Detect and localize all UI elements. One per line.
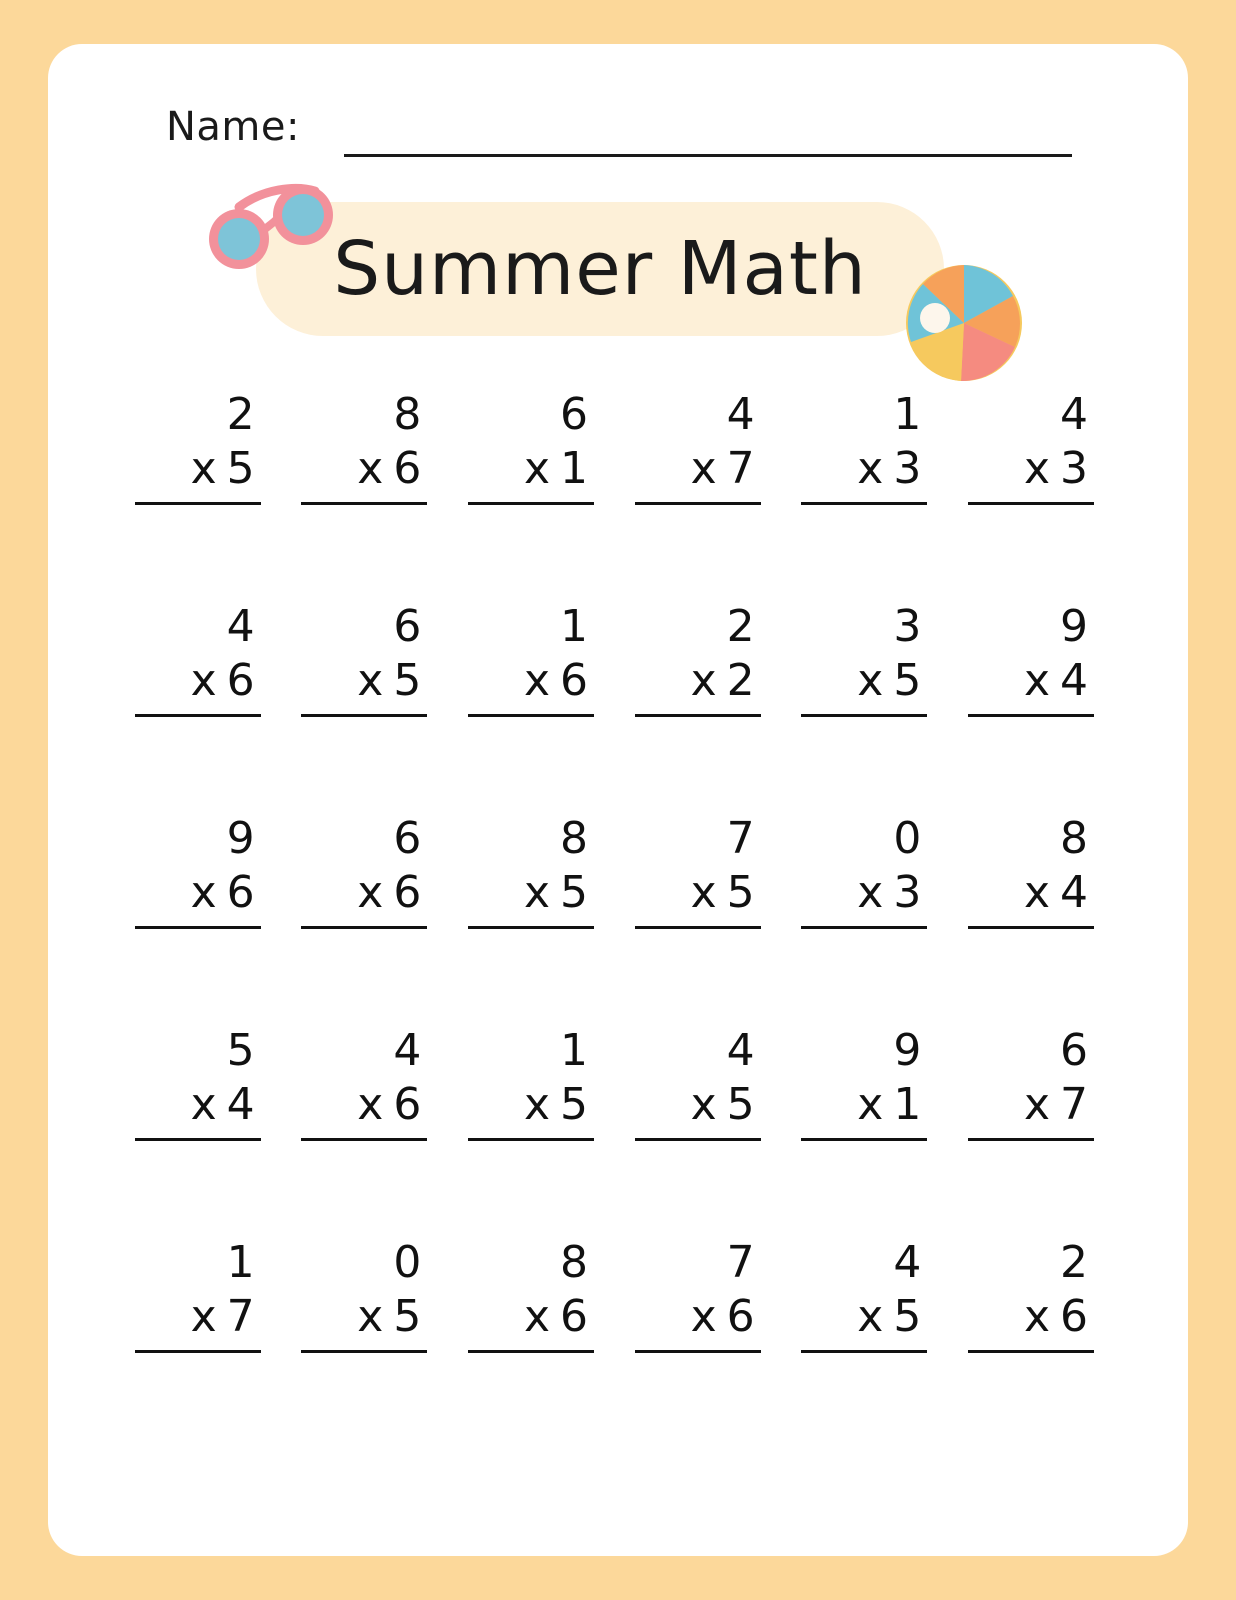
problem-operator: x bbox=[190, 655, 217, 706]
problem-bottom-number: 6 bbox=[226, 655, 255, 706]
problem-top-number: 1 bbox=[893, 389, 922, 440]
problem-cell bbox=[787, 1222, 954, 1434]
problem-top-number: 8 bbox=[393, 389, 422, 440]
problem-bottom-number: 4 bbox=[1060, 655, 1088, 706]
answer-rule bbox=[135, 1138, 261, 1141]
problem-cell bbox=[287, 798, 454, 1010]
problem-operator: x bbox=[690, 443, 717, 494]
problem-bottom-number: 2 bbox=[726, 655, 755, 706]
answer-rule bbox=[801, 502, 927, 505]
worksheet-sheet bbox=[48, 44, 1188, 1556]
problem-operator: x bbox=[523, 867, 550, 918]
problem-top-number: 6 bbox=[1060, 1025, 1088, 1076]
problem-top-number: 0 bbox=[393, 1237, 422, 1288]
problem-top-number: 8 bbox=[560, 1237, 588, 1288]
problem-operator: x bbox=[690, 1079, 717, 1130]
problem-top-number: 7 bbox=[726, 1237, 755, 1288]
page-title: Summer Math bbox=[333, 226, 867, 312]
name-input-line[interactable] bbox=[344, 154, 1072, 157]
answer-rule bbox=[968, 1138, 1094, 1141]
sunglasses-icon bbox=[203, 177, 343, 287]
answer-rule bbox=[635, 1350, 761, 1353]
problem-cell bbox=[787, 374, 954, 586]
problem-grid bbox=[120, 374, 1120, 1434]
answer-rule bbox=[468, 1350, 594, 1353]
problem-operator: x bbox=[190, 867, 217, 918]
problem-bottom-number: 5 bbox=[226, 443, 255, 494]
problem-cell bbox=[953, 1010, 1120, 1222]
problem-top-number: 6 bbox=[393, 601, 422, 652]
problem-top-number: 4 bbox=[893, 1237, 922, 1288]
problem-cell bbox=[953, 374, 1120, 586]
problem-cell bbox=[787, 586, 954, 798]
problem-cell bbox=[620, 1010, 787, 1222]
problem-top-number: 4 bbox=[393, 1025, 422, 1076]
problem-operator: x bbox=[1023, 867, 1050, 918]
answer-rule bbox=[968, 502, 1094, 505]
problem-top-number: 9 bbox=[1060, 601, 1088, 652]
problem-operator: x bbox=[523, 655, 550, 706]
problem-operator: x bbox=[857, 1291, 884, 1342]
problem-operator: x bbox=[357, 867, 384, 918]
problem-cell bbox=[953, 586, 1120, 798]
beach-ball-icon bbox=[903, 262, 1025, 384]
problem-operator: x bbox=[190, 1291, 217, 1342]
problem-bottom-number: 6 bbox=[393, 443, 422, 494]
problem-cell bbox=[953, 798, 1120, 1010]
problem-bottom-number: 3 bbox=[893, 443, 922, 494]
problem-operator: x bbox=[357, 1079, 384, 1130]
problem-bottom-number: 5 bbox=[560, 867, 588, 918]
problem-bottom-number: 5 bbox=[393, 1291, 422, 1342]
answer-rule bbox=[635, 1138, 761, 1141]
problem-top-number: 2 bbox=[1060, 1237, 1088, 1288]
problem-operator: x bbox=[190, 1079, 217, 1130]
answer-rule bbox=[801, 714, 927, 717]
problem-operator: x bbox=[523, 1291, 550, 1342]
problem-top-number: 5 bbox=[226, 1025, 255, 1076]
problem-bottom-number: 3 bbox=[893, 867, 922, 918]
answer-rule bbox=[301, 926, 427, 929]
problem-cell bbox=[120, 1222, 287, 1434]
answer-rule bbox=[635, 502, 761, 505]
answer-rule bbox=[968, 714, 1094, 717]
problem-top-number: 4 bbox=[226, 601, 255, 652]
answer-rule bbox=[468, 502, 594, 505]
problem-cell bbox=[287, 1222, 454, 1434]
problem-bottom-number: 5 bbox=[393, 655, 422, 706]
problem-bottom-number: 1 bbox=[560, 443, 588, 494]
problem-operator: x bbox=[1023, 443, 1050, 494]
problem-cell bbox=[120, 586, 287, 798]
problem-operator: x bbox=[690, 867, 717, 918]
problem-operator: x bbox=[857, 1079, 884, 1130]
problem-cell bbox=[620, 586, 787, 798]
problem-operator: x bbox=[857, 443, 884, 494]
problem-operator: x bbox=[690, 1291, 717, 1342]
problem-cell bbox=[120, 798, 287, 1010]
problem-cell bbox=[453, 586, 620, 798]
problem-bottom-number: 5 bbox=[726, 1079, 755, 1130]
problem-cell bbox=[620, 374, 787, 586]
problem-bottom-number: 6 bbox=[393, 867, 422, 918]
problem-cell bbox=[453, 1010, 620, 1222]
answer-rule bbox=[801, 1138, 927, 1141]
problem-cell bbox=[787, 798, 954, 1010]
problem-operator: x bbox=[1023, 1291, 1050, 1342]
problem-top-number: 7 bbox=[726, 813, 755, 864]
problem-bottom-number: 7 bbox=[1060, 1079, 1088, 1130]
problem-operator: x bbox=[690, 655, 717, 706]
problem-operator: x bbox=[357, 443, 384, 494]
problem-cell bbox=[120, 374, 287, 586]
problem-cell bbox=[620, 798, 787, 1010]
problem-operator: x bbox=[357, 655, 384, 706]
problem-top-number: 0 bbox=[893, 813, 922, 864]
problem-operator: x bbox=[190, 443, 217, 494]
name-row bbox=[166, 94, 1078, 164]
answer-rule bbox=[968, 926, 1094, 929]
problem-top-number: 4 bbox=[726, 1025, 755, 1076]
problem-bottom-number: 5 bbox=[893, 655, 922, 706]
problem-cell bbox=[453, 798, 620, 1010]
answer-rule bbox=[301, 1350, 427, 1353]
problem-operator: x bbox=[1023, 655, 1050, 706]
problem-bottom-number: 6 bbox=[226, 867, 255, 918]
answer-rule bbox=[468, 714, 594, 717]
problem-top-number: 4 bbox=[1060, 389, 1088, 440]
problem-operator: x bbox=[857, 867, 884, 918]
problem-operator: x bbox=[857, 655, 884, 706]
problem-bottom-number: 7 bbox=[726, 443, 755, 494]
problem-top-number: 4 bbox=[726, 389, 755, 440]
problem-top-number: 6 bbox=[560, 389, 588, 440]
problem-bottom-number: 4 bbox=[226, 1079, 255, 1130]
problem-bottom-number: 3 bbox=[1060, 443, 1088, 494]
problem-top-number: 9 bbox=[893, 1025, 922, 1076]
answer-rule bbox=[301, 502, 427, 505]
problem-bottom-number: 5 bbox=[893, 1291, 922, 1342]
answer-rule bbox=[468, 1138, 594, 1141]
name-label: Name: bbox=[166, 104, 300, 150]
problem-cell bbox=[453, 1222, 620, 1434]
problem-top-number: 1 bbox=[560, 601, 588, 652]
problem-cell bbox=[287, 1010, 454, 1222]
answer-rule bbox=[301, 1138, 427, 1141]
problem-top-number: 3 bbox=[893, 601, 922, 652]
problem-cell bbox=[787, 1010, 954, 1222]
problem-operator: x bbox=[523, 443, 550, 494]
problem-bottom-number: 6 bbox=[393, 1079, 422, 1130]
problem-cell bbox=[453, 374, 620, 586]
problem-cell bbox=[953, 1222, 1120, 1434]
problem-operator: x bbox=[523, 1079, 550, 1130]
answer-rule bbox=[301, 714, 427, 717]
problem-bottom-number: 4 bbox=[1060, 867, 1088, 918]
problem-operator: x bbox=[357, 1291, 384, 1342]
problem-bottom-number: 6 bbox=[560, 655, 588, 706]
problem-bottom-number: 1 bbox=[893, 1079, 922, 1130]
problem-bottom-number: 6 bbox=[726, 1291, 755, 1342]
problem-cell bbox=[120, 1010, 287, 1222]
problem-bottom-number: 6 bbox=[560, 1291, 588, 1342]
problem-top-number: 6 bbox=[393, 813, 422, 864]
problem-top-number: 8 bbox=[560, 813, 588, 864]
problem-bottom-number: 7 bbox=[226, 1291, 255, 1342]
answer-rule bbox=[135, 502, 261, 505]
answer-rule bbox=[135, 926, 261, 929]
answer-rule bbox=[801, 1350, 927, 1353]
answer-rule bbox=[635, 714, 761, 717]
answer-rule bbox=[801, 926, 927, 929]
problem-top-number: 2 bbox=[226, 389, 255, 440]
answer-rule bbox=[135, 714, 261, 717]
answer-rule bbox=[135, 1350, 261, 1353]
answer-rule bbox=[635, 926, 761, 929]
problem-bottom-number: 5 bbox=[726, 867, 755, 918]
answer-rule bbox=[468, 926, 594, 929]
problem-top-number: 9 bbox=[226, 813, 255, 864]
problem-top-number: 2 bbox=[726, 601, 755, 652]
problem-cell bbox=[287, 586, 454, 798]
problem-bottom-number: 5 bbox=[560, 1079, 588, 1130]
answer-rule bbox=[968, 1350, 1094, 1353]
problem-operator: x bbox=[1023, 1079, 1050, 1130]
problem-cell bbox=[287, 374, 454, 586]
problem-top-number: 1 bbox=[226, 1237, 255, 1288]
problem-top-number: 1 bbox=[560, 1025, 588, 1076]
problem-bottom-number: 6 bbox=[1060, 1291, 1088, 1342]
problem-cell bbox=[620, 1222, 787, 1434]
problem-top-number: 8 bbox=[1060, 813, 1088, 864]
